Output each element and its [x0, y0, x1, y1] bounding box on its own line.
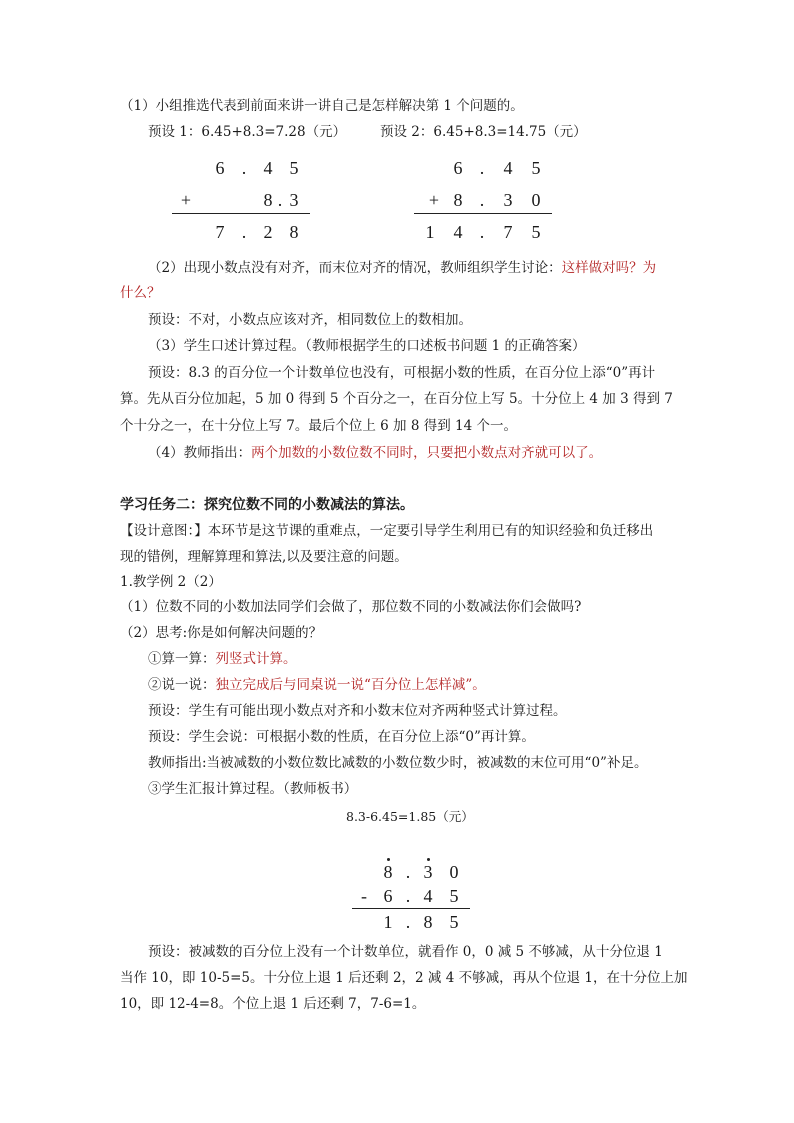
digit: . — [241, 158, 247, 178]
borrow-dot — [427, 858, 430, 861]
digit: 5 — [449, 886, 459, 906]
digit: 8 — [453, 190, 463, 210]
paragraph: 10，即 12-4=8。个位上退 1 后还剩 7，7-6=1。 — [120, 996, 426, 1012]
paragraph: 预设：学生有可能出现小数点对齐和小数末位对齐两种竖式计算过程。 — [148, 703, 567, 719]
paragraph: （1）位数不同的小数加法同学们会做了，那位数不同的小数减法你们会做吗? — [120, 599, 582, 615]
paragraph: 预设：学生会说：可根据小数的性质，在百分位上添“0”再计算。 — [148, 729, 535, 745]
digit: 5 — [531, 222, 541, 242]
digit: . — [405, 912, 411, 932]
digit: 5 — [449, 912, 459, 932]
digit: 6 — [383, 886, 393, 906]
digit: 4 — [423, 886, 433, 906]
digit: 8 — [289, 222, 299, 242]
digit: . — [479, 190, 485, 210]
paragraph: 个十分之一，在十分位上写 7。最后个位上 6 加 8 得到 14 个一。 — [120, 418, 517, 434]
highlight-text: 独立完成后与同桌说一说“百分位上怎样减”。 — [215, 677, 486, 693]
paragraph: 【设计意图：】本环节是这节课的重难点，一定要引导学生利用已有的知识经验和负迁移出 — [120, 523, 654, 539]
preset-1: 预设 1：6.45+8.3=7.28（元） — [148, 124, 347, 140]
digit: . — [405, 862, 411, 882]
borrow-dot — [387, 858, 390, 861]
paragraph: 什么？ — [120, 285, 161, 301]
paragraph: 当作 10，即 10-5=5。十分位上退 1 后还剩 2，2 减 4 不够减，再从个位退 1，在十分位上加 — [120, 970, 688, 986]
digit: 7 — [215, 222, 225, 242]
paragraph — [148, 258, 656, 278]
digit: 2 — [263, 222, 273, 242]
paragraph: 教师指出:当被减数的小数位数比减数的小数位数少时，被减数的末位可用“0”补足。 — [148, 755, 648, 771]
highlight-text: 列竖式计算。 — [215, 651, 297, 667]
digit: 8 — [263, 190, 273, 210]
paragraph: 预设：被减数的百分位上没有一个计数单位，就看作 0，0 减 5 不够减，从十分位退 1 — [148, 944, 663, 960]
paragraph — [148, 649, 297, 669]
preset-2: 预设 2：6.45+8.3=14.75（元） — [380, 124, 587, 140]
paragraph — [148, 675, 486, 695]
section-title: 学习任务二：探究位数不同的小数减法的算法。 — [120, 497, 414, 513]
digit: . — [479, 222, 485, 242]
digit: 7 — [503, 222, 513, 242]
paragraph: 现的错例，理解算理和算法,以及要注意的问题。 — [120, 549, 408, 565]
equation: 8.3-6.45=1.85（元） — [346, 809, 474, 824]
digit: 4 — [503, 158, 513, 178]
digit: 8 — [383, 862, 393, 882]
paragraph: 预设：不对，小数点应该对齐，相同数位上的数相加。 — [148, 312, 472, 328]
paragraph: （1）小组推选代表到前面来讲一讲自己是怎样解决第 1 个问题的。 — [120, 98, 524, 114]
calc-rule — [172, 213, 310, 214]
paragraph: ③学生汇报计算过程。（教师板书） — [148, 781, 358, 797]
calc-rule — [414, 213, 552, 214]
digit: 3 — [423, 862, 433, 882]
text: （4）教师指出： — [148, 445, 252, 461]
digit: 3 — [503, 190, 513, 210]
paragraph: 算。先从百分位加起，5 加 0 得到 5 个百分之一，在百分位上写 5。十分位上 4 加 3 得到 7 — [120, 391, 673, 407]
paragraph — [148, 443, 602, 463]
digit: 5 — [289, 158, 299, 178]
digit: 5 — [531, 158, 541, 178]
paragraph: （2）思考:你是如何解决问题的？ — [120, 625, 323, 641]
digit: 3 — [289, 190, 299, 210]
digit: . — [241, 222, 247, 242]
digit: 0 — [449, 862, 459, 882]
highlight-text: 这样做对吗？为 — [561, 260, 657, 276]
digit: . — [277, 190, 283, 210]
text: ②说一说： — [148, 677, 216, 693]
minus-sign: - — [361, 886, 367, 906]
plus-sign: + — [428, 190, 440, 210]
text: ①算一算： — [148, 651, 216, 667]
digit: 1 — [383, 912, 393, 932]
paragraph: （3）学生口述计算过程。（教师根据学生的口述板书问题 1 的正确答案） — [148, 338, 586, 354]
digit: . — [405, 886, 411, 906]
digit: 4 — [453, 222, 463, 242]
highlight-text: 两个加数的小数位数不同时，只要把小数点对齐就可以了。 — [251, 445, 603, 461]
digit: 8 — [423, 912, 433, 932]
text: （2）出现小数点没有对齐，而末位对齐的情况，教师组织学生讨论： — [148, 260, 562, 276]
paragraph: 预设：8.3 的百分位一个计数单位也没有，可根据小数的性质，在百分位上添“0”再计 — [148, 365, 656, 381]
digit: 1 — [425, 222, 435, 242]
plus-sign: + — [180, 190, 192, 210]
digit: 0 — [531, 190, 541, 210]
digit: 6 — [215, 158, 225, 178]
digit: 4 — [263, 158, 273, 178]
calc-rule — [352, 908, 470, 909]
digit: . — [479, 158, 485, 178]
paragraph: 1.教学例 2（2） — [120, 574, 222, 590]
digit: 6 — [453, 158, 463, 178]
